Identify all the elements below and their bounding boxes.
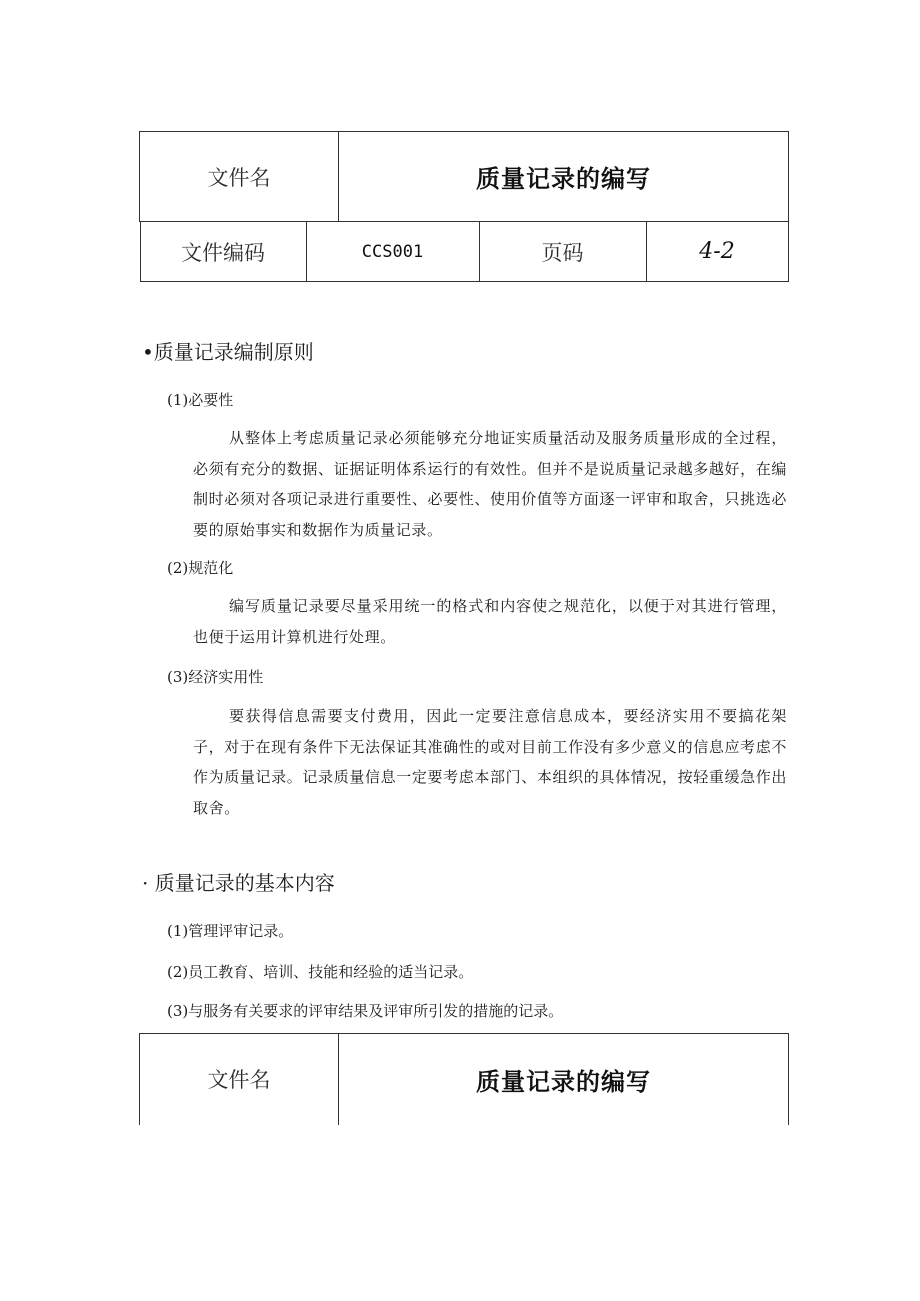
paragraph-necessity: 从整体上考虑质量记录必须能够充分地证实质量活动及服务质量形成的全过程，必须有充分的数据、证据证明体系运行的有效性。但并不是说质量记录越多越好，在编制时必须对各项记录进行重要性、必要性、使用价值等方面逐一评审和取舍，只挑选必要的原始事实和数据作为质量记录。 <box>193 429 787 539</box>
next-file-name-value: 质量记录的编写 <box>339 1034 789 1125</box>
page-value: 4-2 <box>646 222 788 282</box>
content-item: (2)员工教育、培训、技能和经验的适当记录。 <box>167 963 474 981</box>
content-item: (3)与服务有关要求的评审结果及评审所引发的措施的记录。 <box>167 1002 564 1020</box>
content-item: (1)管理评审记录。 <box>167 922 294 940</box>
document-header-table <box>139 131 789 282</box>
paragraph-economy: 要获得信息需要支付费用，因此一定要注意信息成本，要经济实用不要搞花架子，对于在现有条件下无法保证其准确性的或对目前工作没有多少意义的信息应考虑不作为质量记录。记录质量信息一定要考虑本部门、本组织的具体情况，按轻重缓急作出取舍。 <box>193 707 787 817</box>
next-page-header-table <box>139 1033 789 1125</box>
paragraph-standardization: 编写质量记录要尽量采用统一的格式和内容使之规范化，以便于对其进行管理，也便于运用计算机进行处理。 <box>193 597 787 646</box>
section-heading-principles: •质量记录编制原则 <box>142 340 314 364</box>
file-code-label: 文件编码 <box>140 222 306 282</box>
item-label-necessity: (1)必要性 <box>167 391 234 409</box>
next-file-name-label: 文件名 <box>140 1034 339 1125</box>
section-heading-contents: · 质量记录的基本内容 <box>142 871 335 895</box>
page-label: 页码 <box>479 222 646 282</box>
file-name-label: 文件名 <box>140 132 339 222</box>
file-code-value: CCS001 <box>306 222 479 282</box>
item-label-economy: (3)经济实用性 <box>167 668 264 686</box>
item-label-standardization: (2)规范化 <box>167 559 234 577</box>
file-name-value: 质量记录的编写 <box>339 132 789 222</box>
